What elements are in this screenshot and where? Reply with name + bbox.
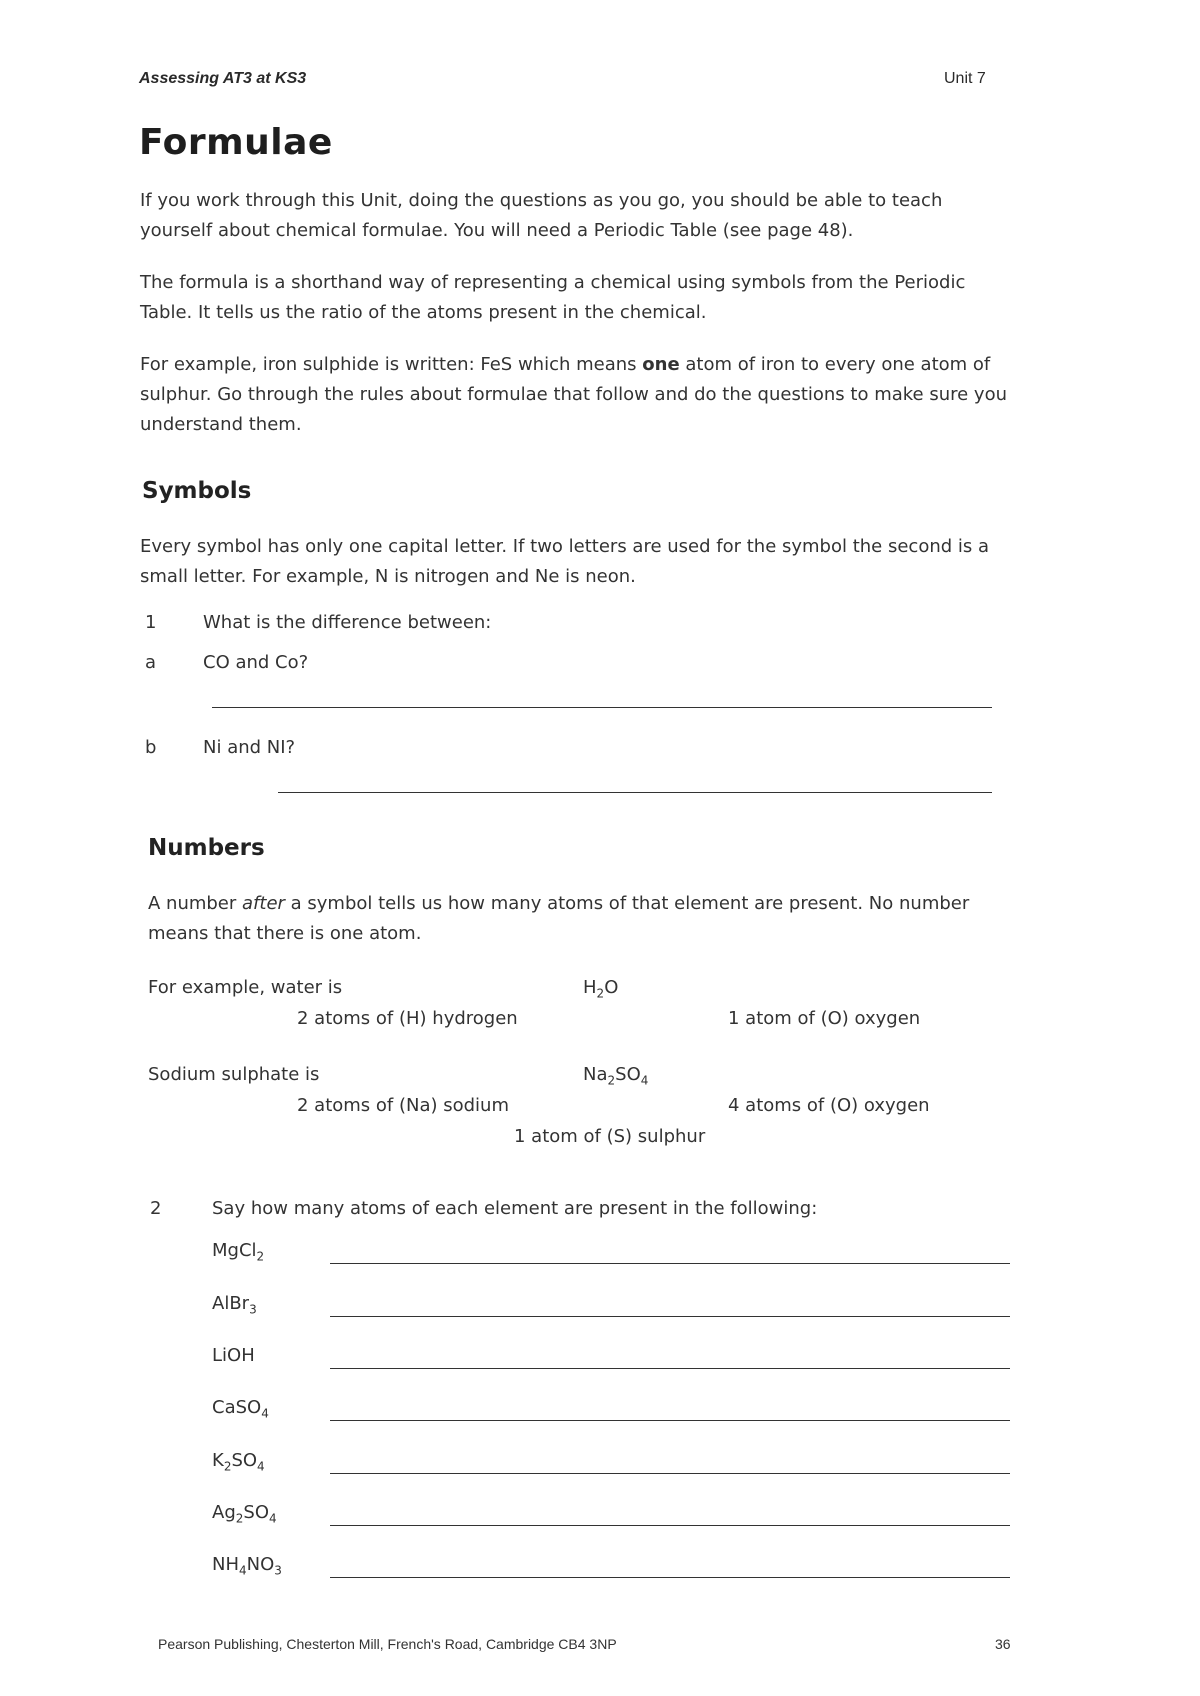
question-1b-text: Ni and NI? — [203, 737, 296, 758]
water-formula: $H_2O$ — [583, 977, 619, 1001]
numbers-heading: Numbers — [148, 835, 265, 861]
question-1-text: What is the difference between: — [203, 612, 492, 633]
sodium-sulphate-label: Sodium sulphate is — [148, 1064, 320, 1085]
question-1a-label: a — [145, 652, 157, 673]
water-example-label: For example, water is — [148, 977, 343, 998]
formula-row-2: AlBr$_3$ — [212, 1293, 257, 1317]
sodium-note-oxygen: 4 atoms of (O) oxygen — [728, 1095, 930, 1116]
answer-line-2-6[interactable] — [330, 1525, 1010, 1526]
symbols-text: Every symbol has only one capital letter. If two letters are used for the symbol the second is a small letter. For example, N is nitrogen and Ne is neon. — [140, 536, 990, 587]
answer-line-2-2[interactable] — [330, 1316, 1010, 1317]
formula-row-7: $NH_4NO_3$ — [212, 1554, 282, 1578]
formula-row-6: $Ag_2SO_4$ — [212, 1502, 277, 1526]
question-2-number: 2 — [150, 1198, 162, 1219]
answer-line-2-1[interactable] — [330, 1263, 1010, 1264]
answer-line-2-3[interactable] — [330, 1368, 1010, 1369]
question-2-text: Say how many atoms of each element are present in the following: — [212, 1198, 818, 1219]
formula-row-3: LiOH — [212, 1345, 255, 1366]
intro-paragraph-3: For example, iron sulphide is written: FeS which means one atom of iron to every one atom of sulphur. Go through the rules about formulae that follow and do the questions to make sure you understand them. — [140, 354, 1008, 435]
water-note-hydrogen: 2 atoms of (H) hydrogen — [297, 1008, 518, 1029]
question-1a-text: CO and Co? — [203, 652, 309, 673]
header-left: Assessing AT3 at KS3 — [139, 70, 307, 87]
header-right: Unit 7 — [944, 70, 986, 87]
symbols-heading: Symbols — [142, 478, 252, 504]
answer-line-2-5[interactable] — [330, 1473, 1010, 1474]
page-title: Formulae — [139, 122, 333, 163]
numbers-text: A number after a symbol tells us how many atoms of that element are present. No number means that there is one atom. — [148, 893, 970, 944]
formula-row-4: CaSO$_4$ — [212, 1397, 269, 1421]
question-1-number: 1 — [145, 612, 157, 633]
sodium-note-sulphur: 1 atom of (S) sulphur — [514, 1126, 706, 1147]
answer-line-1b[interactable] — [278, 792, 992, 793]
answer-line-1a[interactable] — [212, 707, 992, 708]
water-note-oxygen: 1 atom of (O) oxygen — [728, 1008, 921, 1029]
answer-line-2-4[interactable] — [330, 1420, 1010, 1421]
sodium-note-sodium: 2 atoms of (Na) sodium — [297, 1095, 510, 1116]
formula-row-1: MgCl$_2$ — [212, 1240, 265, 1264]
formula-row-5: $K_2SO_4$ — [212, 1450, 265, 1474]
question-1b-label: b — [145, 737, 157, 758]
footer-page-number: 36 — [995, 1636, 1011, 1652]
footer-publisher: Pearson Publishing, Chesterton Mill, French's Road, Cambridge CB4 3NP — [158, 1636, 617, 1652]
sodium-sulphate-formula: $Na_2SO_4$ — [583, 1064, 649, 1088]
answer-line-2-7[interactable] — [330, 1577, 1010, 1578]
intro-paragraph-2: The formula is a shorthand way of representing a chemical using symbols from the Periodic Table. It tells us the ratio of the atoms present in the chemical. — [140, 272, 966, 323]
intro-paragraph-1: If you work through this Unit, doing the questions as you go, you should be able to teach yourself about chemical formulae. You will need a Periodic Table (see page 48). — [140, 190, 943, 241]
